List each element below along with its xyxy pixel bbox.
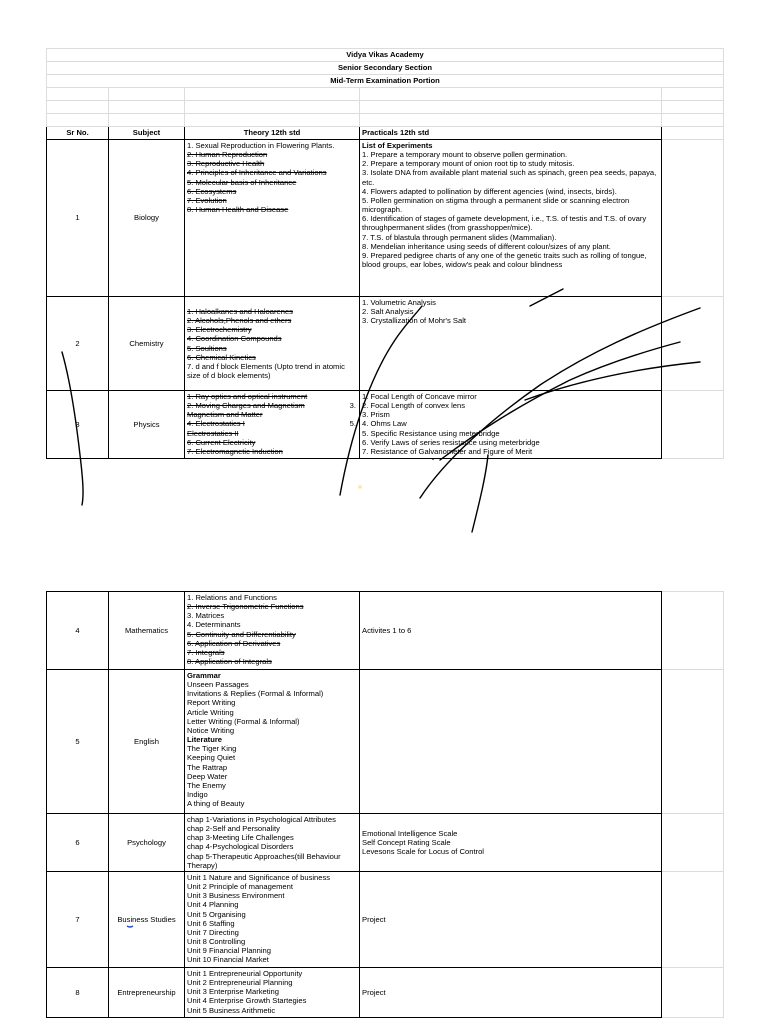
theory-item: Unit 3 Business Environment — [187, 891, 285, 901]
theory-item: 4. Principles of Inheritance and Variations — [187, 168, 327, 178]
practical-item: 1. Focal Length of Concave mirror — [362, 392, 477, 401]
school-name: Vidya Vikas Academy — [47, 49, 724, 62]
practical-item: 6. Verify Laws of series resistance using meterbridge — [362, 437, 540, 447]
side-mark: 5. — [349, 419, 356, 428]
practical-item: Levesons Scale for Locus of Control — [362, 847, 484, 857]
theory-heading: Grammar — [187, 671, 221, 680]
theory-item: 7. Electromagnetic Induction — [187, 446, 283, 456]
theory-item: Unit 1 Entrepreneurial Opportunity — [187, 969, 303, 978]
theory-item: chap 3-Meeting Life Challenges — [187, 833, 294, 843]
theory-item: chap 2-Self and Personality — [187, 824, 280, 834]
theory-item: Deep Water — [187, 771, 228, 781]
theory-item: Unit 7 Directing — [187, 927, 239, 937]
section-name: Senior Secondary Section — [47, 62, 724, 75]
theory-item: Unit 2 Entrepreneurial Planning — [187, 978, 293, 988]
subject-name: Psychology — [109, 814, 185, 872]
theory-item: A thing of Beauty — [187, 799, 245, 809]
theory-item: Unit 5 Organising — [187, 909, 246, 919]
subject-name: Entrepreneurship — [109, 968, 185, 1018]
practicals-heading: List of Experiments — [362, 141, 433, 150]
theory-list — [185, 140, 360, 297]
practicals-list — [360, 140, 662, 297]
theory-item: 2. Human Reproduction — [187, 150, 268, 160]
theory-item: 5. Molecular basis of Inheritance — [187, 177, 297, 187]
theory-item: 4. Coordination Compounds — [187, 334, 282, 344]
practical-item: 1. Prepare a temporary mount to observe pollen germination. — [362, 150, 568, 160]
theory-item: 5. Soultions — [187, 343, 227, 353]
subject-name: Physics — [109, 391, 185, 459]
practical-item: Self Concept Rating Scale — [362, 837, 451, 847]
theory-item: 6. Chemical Kinetics — [187, 352, 256, 362]
practical-item: 4. Ohms Law — [362, 419, 407, 429]
theory-item: Article Writing — [187, 707, 234, 717]
subject-name: English — [109, 670, 185, 814]
theory-item: Unit 2 Principle of management — [187, 882, 293, 892]
sr-no: 5 — [47, 670, 109, 814]
theory-item: Electrostatics II — [187, 428, 239, 438]
theory-item: 2. Moving Charges and Magnetism — [187, 401, 305, 411]
theory-item: 7. Evolution — [187, 195, 227, 205]
table-row — [47, 670, 724, 814]
practical-item: 7. Resistance of Galvanometer and Figure of Merit — [362, 446, 533, 456]
theory-item: Unit 1 Nature and Significance of business — [187, 873, 331, 882]
theory-item: 3. Reproductive Health — [187, 159, 265, 169]
practical-item: 3. Prism — [362, 410, 390, 420]
theory-item: Unit 5 Business Arithmetic — [187, 1005, 276, 1015]
sr-no: 8 — [47, 968, 109, 1018]
sr-no: 1 — [47, 140, 109, 297]
practical-item: 5. Pollen germination on stigma through a permanent slide or scanning electron micrograph. — [362, 195, 630, 215]
practical-item: 7. T.S. of blastula through permanent slides (Mammalian). — [362, 232, 557, 242]
theory-item: 4. Electrostatics I — [187, 419, 245, 429]
theory-item: The Rattrap — [187, 762, 228, 772]
theory-item: Letter Writing (Formal & Informal) — [187, 716, 300, 726]
theory-list — [185, 814, 360, 872]
theory-item: 2. Alcohols,Phenols and ethers — [187, 316, 292, 326]
theory-item: 7. d and f block Elements (Upto trend in atomic size of d block elements) — [187, 361, 345, 380]
practicals-text: Project — [360, 968, 662, 1018]
practical-item: 9. Prepared pedigree charts of any one of the genetic traits such as rolling of tongue, blood groups, ear lobes, widow's peak and colour blindness — [362, 250, 647, 270]
practical-item: 5. Specific Resistance using meterbridge — [362, 428, 500, 438]
sr-no: 4 — [47, 592, 109, 670]
table-row — [47, 814, 724, 872]
col-header-subject: Subject — [109, 127, 185, 140]
theory-item: Unit 9 Financial Planning — [187, 946, 272, 956]
sr-no: 6 — [47, 814, 109, 872]
theory-list — [185, 968, 360, 1018]
col-header-practicals: Practicals 12th std — [360, 127, 662, 140]
theory-item: 3. Matrices — [187, 611, 225, 621]
theory-list — [185, 391, 360, 459]
theory-item: 8. Human Health and Disease — [187, 205, 289, 215]
subject-name: Mathematics — [109, 592, 185, 670]
theory-item: The Tiger King — [187, 744, 237, 754]
theory-item: Unit 8 Controlling — [187, 937, 246, 947]
theory-item: Indigo — [187, 790, 208, 800]
side-mark: 3. — [349, 401, 356, 410]
practical-item: 6. Identification of stages of gamete development, i.e., T.S. of testis and T.S. of ovary throughpermanent slides (from grasshopper/mice). — [362, 214, 647, 233]
practicals-list — [360, 814, 662, 872]
highlight-dot — [358, 485, 362, 489]
theory-item: 4. Determinants — [187, 620, 241, 630]
col-header-sr: Sr No. — [47, 127, 109, 140]
theory-item: 6. Current Electricity — [187, 437, 256, 447]
theory-item: 3. Electrochemistry — [187, 325, 252, 335]
subject-name: Biology — [109, 140, 185, 297]
portion-table-1 — [46, 48, 724, 459]
pen-stroke — [472, 455, 488, 532]
sr-no: 3 — [47, 391, 109, 459]
practical-item: 3. Crystallization of Mohr's Salt — [362, 316, 467, 326]
theory-item: chap 5-Therapeutic Approaches(till Behaviour Therapy) — [187, 851, 341, 870]
theory-item: Unit 4 Planning — [187, 900, 239, 910]
theory-list — [185, 872, 360, 968]
table-row — [47, 140, 724, 297]
theory-item: Invitations & Replies (Formal & Informal) — [187, 689, 324, 699]
theory-item: Unit 6 Staffing — [187, 918, 235, 928]
theory-item: Report Writing — [187, 698, 236, 708]
table-row — [47, 968, 724, 1018]
exam-title: Mid-Term Examination Portion — [47, 75, 724, 88]
theory-heading: Literature — [187, 735, 223, 745]
theory-item: Magnetism and Matter — [187, 410, 263, 420]
practical-item: 3. Isolate DNA from available plant material such as spinach, green pea seeds, papaya, etc. — [362, 168, 657, 187]
practical-item: 4. Flowers adapted to pollination by different agencies (wind, insects, birds). — [362, 186, 617, 196]
theory-item: Unit 3 Enterprise Marketing — [187, 987, 280, 997]
theory-list — [185, 592, 360, 670]
theory-item: Unseen Passages — [187, 680, 249, 690]
theory-item: The Enemy — [187, 780, 226, 790]
theory-item: 1. Sexual Reproduction in Flowering Plants. — [187, 141, 335, 150]
sr-no: 7 — [47, 872, 109, 968]
subject-name: Business Studies — [109, 872, 185, 968]
theory-item: chap 4-Psychological Disorders — [187, 842, 294, 852]
theory-item: Notice Writing — [187, 725, 235, 735]
theory-item: Unit 4 Enterprise Growth Startegies — [187, 996, 307, 1006]
practical-item: Emotional Intelligence Scale — [362, 828, 458, 838]
theory-item: chap 1-Variations in Psychological Attributes — [187, 815, 336, 824]
practicals-text: Project — [360, 872, 662, 968]
theory-item: 1. Haloalkanes and Haloarenes — [187, 306, 293, 316]
theory-item: 2. Inverse Trigonometric Functions — [187, 602, 304, 612]
practicals-list — [360, 297, 662, 391]
table-row — [47, 872, 724, 968]
practicals-text — [360, 670, 662, 814]
theory-item: 7. Integrals — [187, 647, 225, 657]
col-header-theory: Theory 12th std — [185, 127, 360, 140]
theory-list — [185, 297, 360, 391]
practicals-list — [360, 391, 662, 459]
practical-item: 8. Mendelian inheritance using seeds of different colour/sizes of any plant. — [362, 241, 611, 251]
practical-item: 2. Focal Length of convex lens — [362, 401, 466, 411]
theory-item: 8. Application of Integrals — [187, 657, 272, 667]
sr-no: 2 — [47, 297, 109, 391]
theory-item: 6. Ecosystems — [187, 186, 237, 196]
table-row — [47, 592, 724, 670]
theory-list — [185, 670, 360, 814]
subject-name: Chemistry — [109, 297, 185, 391]
portion-table-2 — [46, 591, 724, 1018]
column-header-row — [47, 127, 724, 140]
practical-item: 1. Volumetric Analysis — [362, 298, 436, 307]
theory-item: Keeping Quiet — [187, 753, 236, 763]
theory-item: 5. Continuity and Differentiability — [187, 629, 296, 639]
practicals-text: Activites 1 to 6 — [360, 592, 662, 670]
table-row — [47, 391, 724, 459]
theory-item: 6. Application of Derivatives — [187, 638, 281, 648]
practical-item: 2. Prepare a temporary mount of onion root tip to study mitosis. — [362, 159, 575, 169]
theory-item: Unit 10 Financial Market — [187, 955, 269, 965]
practical-item: 2. Salt Analysis — [362, 307, 414, 317]
table-row — [47, 297, 724, 391]
theory-item: 1. Relations and Functions — [187, 593, 277, 602]
theory-item: 1. Ray optics and optical instrument — [187, 392, 308, 401]
